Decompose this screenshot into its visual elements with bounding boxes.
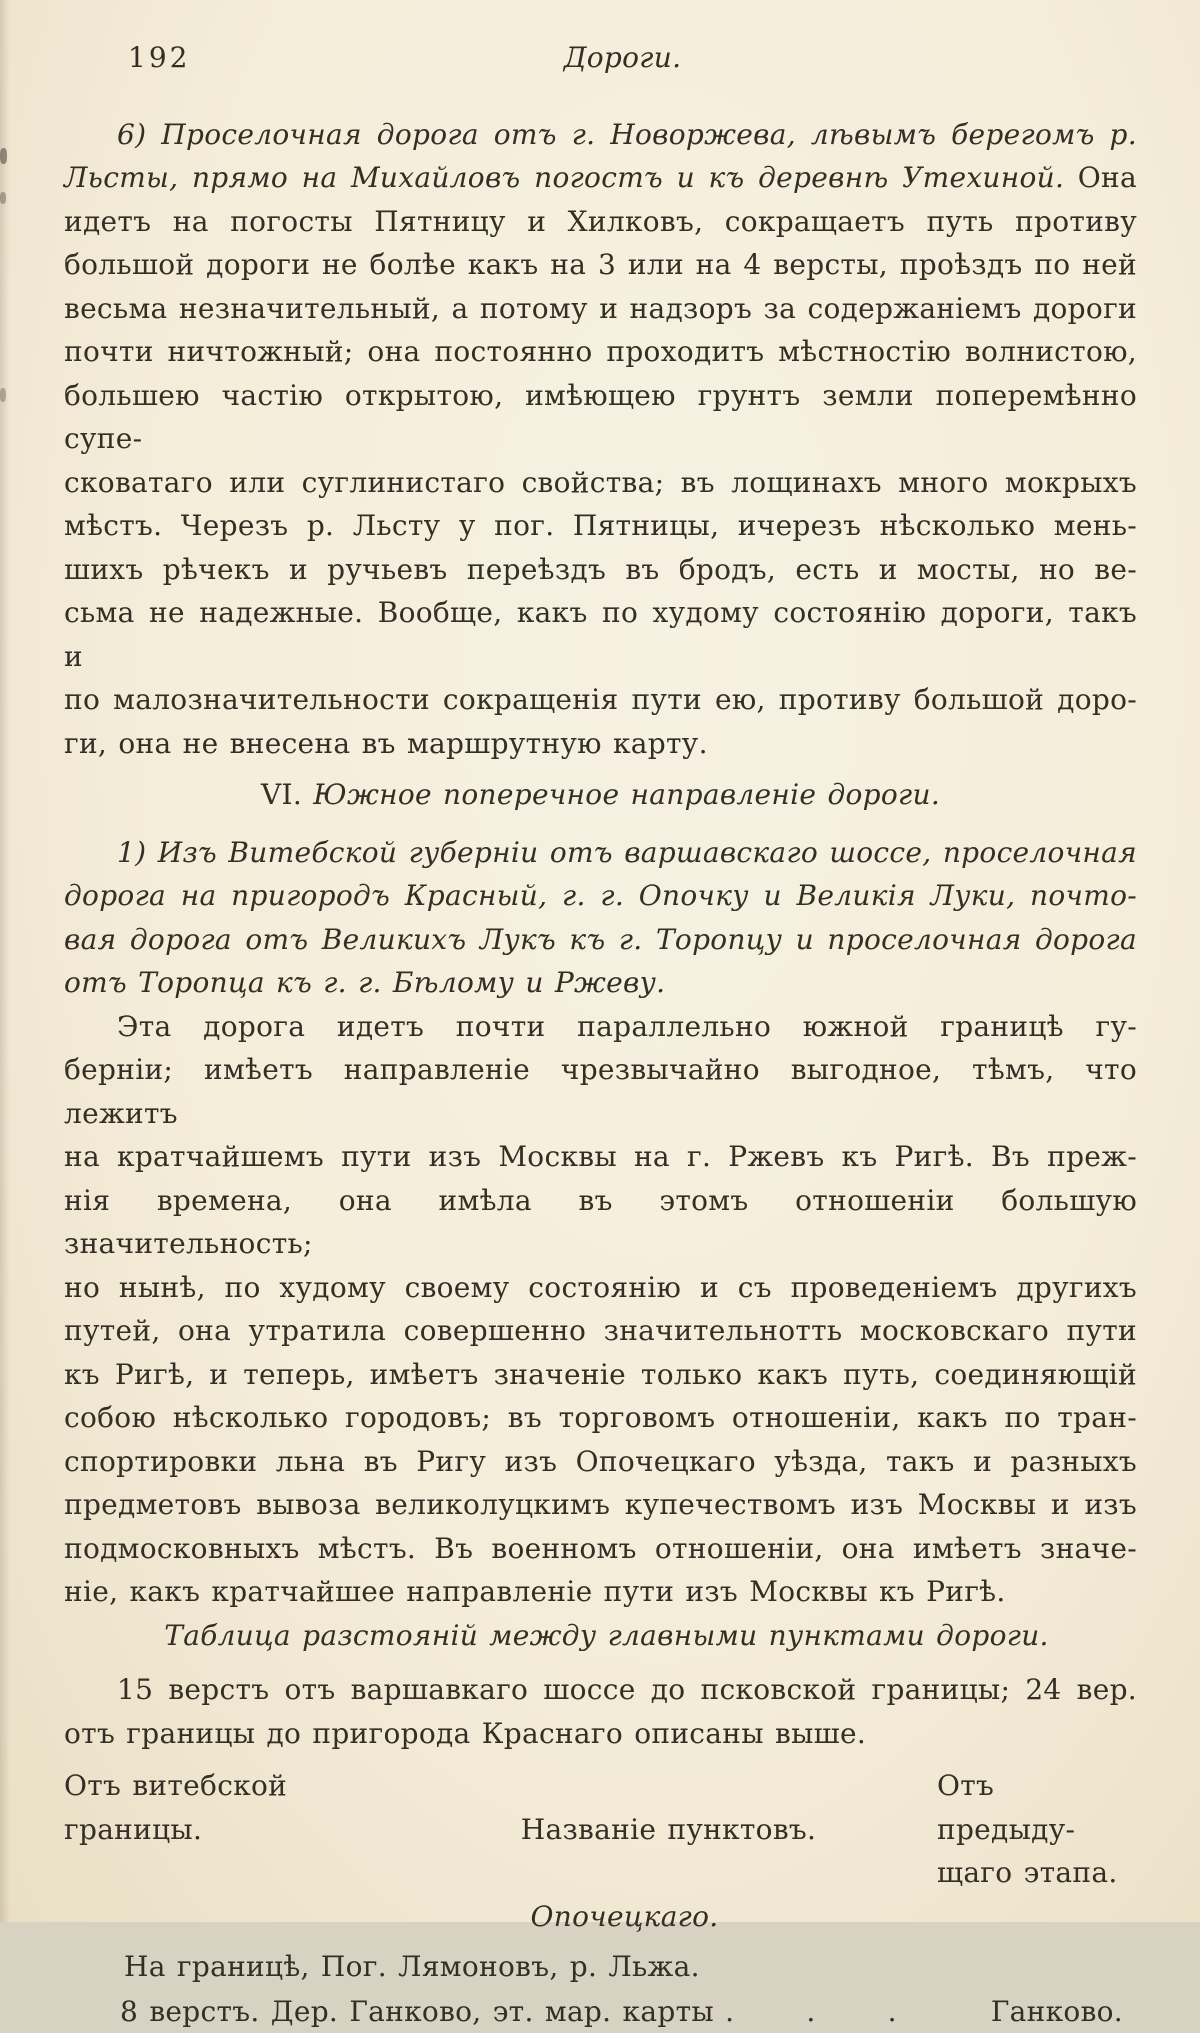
text-line [64,330,1137,374]
text-line [64,831,1137,875]
paragraph-distances-note [64,1668,1137,1755]
text-segment: отъ Торопца къ г. г. Бѣлому и Ржеву. [64,966,665,999]
running-title: Дороги. [86,36,1159,80]
text-segment: подмосковныхъ мѣстъ. Въ военномъ отношеніи, она имѣетъ значе- [64,1532,1137,1565]
text-segment: ніе, какъ кратчайшее направленіе пути изъ Москвы къ Ригѣ. [64,1575,1006,1608]
text-line [64,874,1137,918]
text-segment: предметовъ вывоза великолуцкимъ купечествомъ изъ Москвы и изъ [64,1488,1137,1521]
text-line [64,156,1137,200]
text-segment: VI. [261,778,313,811]
table-row-destination: Ганково. [991,1990,1123,2033]
text-segment: шихъ рѣчекъ и ручьевъ переѣздъ въ бродъ, есть и мосты, но ве- [64,553,1137,586]
text-segment: по малозначительности сокращенія пути ею, противу большой доро- [64,683,1137,716]
text-segment: берніи; имѣетъ направленіе чрезвычайно выгодное, тѣмъ, что лежитъ [64,1053,1137,1130]
text-segment: ги, она не внесена въ маршрутную карту. [64,727,708,760]
text-segment: большой дороги не болѣе какъ на 3 или на 4 версты, проѣздъ по ней [64,248,1137,281]
section-heading-vi [64,773,1137,817]
column-header-from-previous-stage [937,1764,1137,1895]
table-caption: Таблица разстояній между главными пунктами дороги. [70,1614,1143,1658]
text-segment: но нынѣ, по худому своему состоянію и съ проведеніемъ другихъ [64,1271,1137,1304]
table-row [124,1945,1137,1989]
text-line [64,243,1137,287]
text-line [64,287,1137,331]
scan-edge-shadow [0,0,10,1922]
text-segment: 6) Проселочная дорога отъ г. Новоржева, лѣвымъ берегомъ р. [117,118,1137,151]
text-line [64,1712,1137,1756]
text-line [64,1570,1137,1614]
table-row [120,1990,1123,2033]
table-row-text: На границѣ, Пог. Лямоновъ, р. Льжа. [124,1950,700,1983]
text-line [64,1483,1137,1527]
text-segment: идетъ на погосты Пятницу и Хилковъ, сокращаетъ путь противу [64,205,1137,238]
text-line [64,1353,1137,1397]
column-header-point-names: Названіе пунктовъ. [521,1808,816,1852]
text-segment: 1) Изъ Витебской губерніи отъ варшавскаго шоссе, проселочная [117,836,1137,869]
text-segment: мѣстъ. Черезъ р. Льсту у пог. Пятницы, ичерезъ нѣсколько мень- [64,509,1137,542]
text-line [64,1005,1137,1049]
text-line [64,918,1137,962]
text-line [64,773,1137,817]
text-segment: Льсты, прямо на Михайловъ погостъ и къ деревнѣ Утехиной. [64,161,1064,194]
text-segment: отъ границы до пригорода Краснаго описаны выше. [64,1717,866,1750]
column-header-line: Отъ витебской [64,1764,344,1808]
text-segment: Эта дорога идетъ почти параллельно южной границѣ гу- [117,1010,1137,1043]
text-line [64,1309,1137,1353]
text-line [64,200,1137,244]
scan-edge-artifact [0,192,6,204]
table-row-text: 8 верстъ. Дер. Ганково, эт. мар. карты . [120,1990,734,2033]
text-line [64,722,1137,766]
text-line [64,1440,1137,1484]
paragraph-road-1-title [64,831,1137,1005]
text-segment: вая дорога отъ Великихъ Лукъ къ г. Торопцу и проселочная дорога [64,923,1137,956]
text-segment: путей, она утратила совершенно значительнотть московскаго пути [64,1314,1137,1347]
text-line [64,461,1137,505]
scan-edge-artifact [0,148,7,164]
text-segment: Она [1064,161,1137,194]
text-segment: сьма не надежные. Вообще, какъ по худому состоянію дороги, такъ и [64,596,1137,673]
text-segment: на кратчайшемъ пути изъ Москвы на г. Ржевъ къ Ригѣ. Въ преж- [64,1140,1137,1173]
text-line [64,1668,1137,1712]
column-header-from-vitebsk-border [64,1764,344,1895]
text-line [64,1527,1137,1571]
paragraph-road-description [64,1005,1137,1614]
text-segment: сковатаго или суглинистаго свойства; въ лощинахъ много мокрыхъ [64,466,1137,499]
scan-edge-artifact [0,388,6,402]
text-segment: нія времена, она имѣла въ этомъ отношеніи большую значительность; [64,1184,1137,1261]
text-line [64,504,1137,548]
leader-dot: . [806,1990,815,2033]
page-header [64,36,1137,80]
text-line [64,548,1137,592]
page-number: 192 [128,36,190,80]
text-line [64,1266,1137,1310]
text-segment: большею частію открытою, имѣющею грунтъ земли поперемѣнно супе- [64,379,1137,456]
text-line [64,113,1137,157]
text-segment: къ Ригѣ, и теперь, имѣетъ значеніе только какъ путь, соединяющій [64,1358,1137,1391]
column-header-line: щаго этапа. [937,1851,1137,1895]
text-line [64,678,1137,722]
paragraph-road-6 [64,113,1137,766]
text-segment: спортировки льна въ Ригу изъ Опочецкаго уѣзда, такъ и разныхъ [64,1445,1137,1478]
text-line [64,591,1137,678]
text-segment: собою нѣсколько городовъ; въ торговомъ отношеніи, какъ по тран- [64,1401,1137,1434]
text-line [64,1048,1137,1135]
text-segment: 15 верстъ отъ варшавкаго шоссе до псковской границы; 24 вер. [117,1673,1137,1706]
table-header-row [64,1764,1137,1895]
text-segment: весьма незначительный, а потому и надзоръ за содержаніемъ дороги [64,292,1137,325]
text-segment: дорога на пригородъ Красный, г. г. Опочку и Великія Луки, почто- [64,879,1137,912]
text-segment: Южное поперечное направленіе дороги. [313,778,940,811]
column-header-line: Отъ предыду- [937,1764,1137,1851]
text-line [64,1396,1137,1440]
leader-dot: . [888,1990,897,2033]
table-section-label: Опочецкаго. [88,1895,1161,1939]
text-segment: почти ничтожный; она постоянно проходитъ мѣстностію волнистою, [64,335,1137,368]
text-line [64,1179,1137,1266]
text-line [64,1135,1137,1179]
column-header-line: границы. [64,1808,344,1852]
text-line [64,961,1137,1005]
text-line [64,374,1137,461]
